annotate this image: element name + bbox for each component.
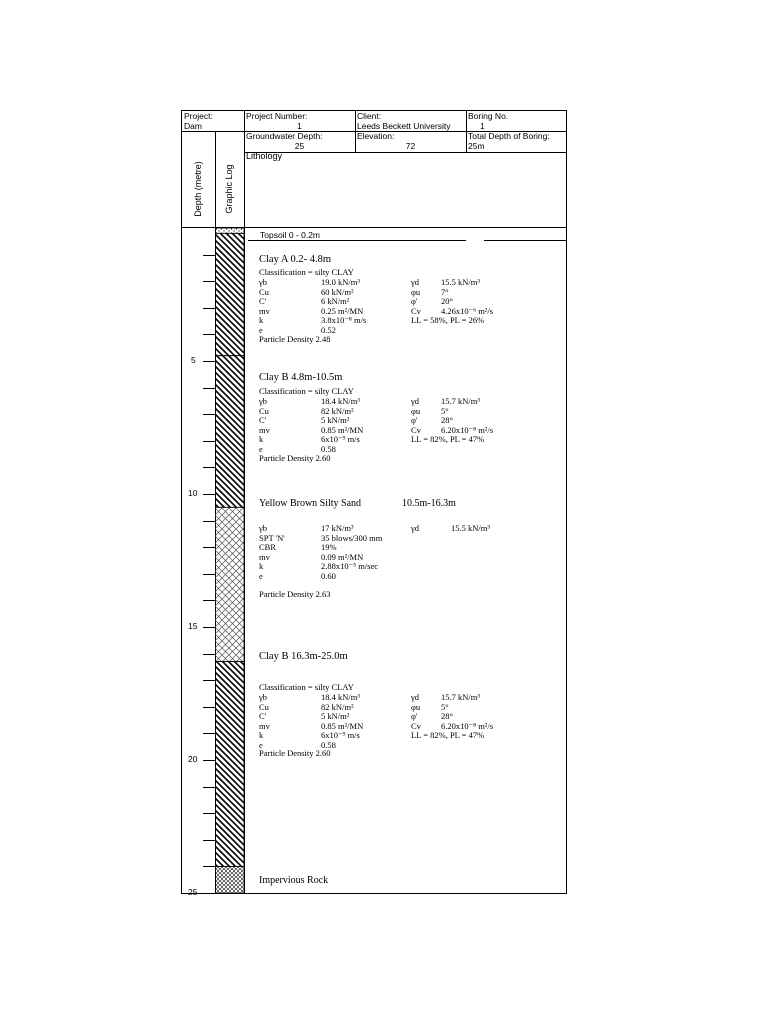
property-value: 15.5 kN/m³ — [451, 523, 490, 533]
depth-tick — [203, 308, 215, 309]
project-cell — [182, 111, 244, 132]
property-key: C' — [259, 296, 267, 306]
property-key: mv — [259, 424, 270, 435]
property-row — [411, 288, 531, 298]
property-value: 6x10⁻⁹ m/s — [321, 434, 360, 444]
property-value: 18.4 kN/m³ — [321, 396, 360, 406]
property-value: 3.8x10⁻⁸ m/s — [321, 315, 367, 325]
property-row — [411, 316, 531, 326]
property-value: 2.88x10⁻⁵ m/sec — [321, 561, 379, 571]
depth-tick — [203, 680, 215, 681]
depth-tick — [203, 866, 215, 867]
property-value: 0.58 — [321, 739, 336, 750]
property-value: 7° — [441, 286, 449, 297]
depth-tick — [203, 334, 215, 335]
clay-b2-properties-right — [411, 693, 531, 741]
clay-b1-density: Particle Density 2.60 — [259, 453, 331, 463]
property-value: 60 kN/m² — [321, 286, 354, 297]
property-value: 17 kN/m³ — [321, 523, 354, 533]
depth-label: 15 — [188, 621, 198, 631]
depth-label: 5 — [191, 355, 196, 365]
property-key: γd — [411, 396, 420, 406]
property-value: 18.4 kN/m³ — [321, 692, 360, 702]
elevation-cell — [355, 131, 466, 152]
property-key: Cv — [411, 720, 421, 731]
property-key: γd — [411, 277, 420, 287]
depth-tick — [203, 574, 215, 575]
property-value: 15.7 kN/m³ — [441, 396, 480, 406]
depth-label: 10 — [188, 488, 198, 498]
property-key: LL = 82%, PL = 47% — [411, 434, 485, 444]
property-value: 19.0 kN/m³ — [321, 277, 360, 287]
groundwater-label: Groundwater Depth: — [246, 131, 323, 141]
total-depth-cell — [466, 131, 566, 152]
depth-tick — [203, 813, 215, 814]
property-value: 4.26x10⁻⁶ m²/s — [441, 305, 494, 316]
property-value: 0.85 m²/MN — [321, 720, 364, 731]
depth-tick — [203, 707, 215, 708]
total-depth-value: 25m — [468, 140, 485, 151]
borehole-log-sheet — [181, 110, 567, 897]
property-key: C' — [259, 415, 267, 425]
elevation-label: Elevation: — [357, 131, 395, 141]
depth-tick — [203, 255, 215, 256]
clay-a-properties-right — [411, 278, 531, 326]
property-key: φ' — [411, 711, 418, 721]
boring-no-label: Boring No. — [468, 111, 509, 121]
sand-title: Yellow Brown Silty Sand — [259, 498, 362, 509]
property-key: Cu — [259, 405, 269, 416]
property-key: LL = 58%, PL = 26% — [411, 315, 485, 325]
property-key: φu — [411, 701, 421, 712]
clay-b2-properties-left — [259, 693, 411, 750]
clay-a-density: Particle Density 2.48 — [259, 334, 331, 344]
property-key: C' — [259, 711, 267, 721]
clay-b1-title: Clay B 4.8m-10.5m — [259, 372, 343, 383]
depth-tick — [203, 600, 215, 601]
rock-title: Impervious Rock — [259, 875, 329, 886]
depth-tick — [203, 840, 215, 841]
property-key: Cv — [411, 305, 421, 316]
property-key: SPT 'N' — [259, 532, 285, 543]
clay-b1-properties-left — [259, 397, 411, 454]
property-key: Cv — [411, 424, 421, 435]
property-key: e — [259, 443, 263, 454]
property-key: γd — [411, 523, 420, 533]
property-key: CBR — [259, 542, 277, 552]
property-value: 0.58 — [321, 443, 336, 454]
property-value: 0.25 m²/MN — [321, 305, 364, 316]
depth-tick — [203, 547, 215, 548]
depth-tick — [203, 467, 215, 468]
client-label: Client: — [357, 111, 382, 121]
property-key: e — [259, 324, 263, 335]
property-value: 6 kN/m² — [321, 296, 350, 306]
property-value: 15.5 kN/m³ — [441, 277, 480, 287]
property-row — [411, 703, 531, 713]
depth-tick — [203, 361, 215, 362]
property-value: 35 blows/300 mm — [321, 532, 383, 543]
sand-properties-left — [259, 524, 411, 581]
property-value: 6.20x10⁻⁸ m²/s — [441, 720, 494, 731]
depth-tick — [203, 627, 215, 628]
project-number-value: 1 — [297, 120, 302, 131]
property-value — [441, 316, 531, 326]
property-key: mv — [259, 305, 270, 316]
property-key: e — [259, 739, 263, 750]
property-value — [441, 435, 531, 445]
property-row — [411, 435, 531, 445]
property-value: 6.20x10⁻⁸ m²/s — [441, 424, 494, 435]
property-key: γb — [259, 523, 268, 533]
property-value: 20° — [441, 296, 453, 306]
groundwater-cell — [244, 131, 355, 152]
depth-column-title: Depth (metre) — [193, 161, 203, 217]
depth-tick — [203, 281, 215, 282]
lithology-panel — [244, 227, 566, 893]
property-key: mv — [259, 720, 270, 731]
property-value: 28° — [441, 415, 453, 425]
sand-density: Particle Density 2.63 — [259, 589, 331, 599]
property-row — [411, 524, 541, 534]
property-row — [411, 278, 531, 288]
property-key: γb — [259, 692, 268, 702]
property-key: φu — [411, 286, 421, 297]
graphic-log-column-title: Graphic Log — [224, 164, 234, 214]
property-key: k — [259, 315, 264, 325]
property-row — [411, 731, 531, 741]
topsoil-title: Topsoil 0 - 0.2m — [260, 230, 320, 240]
clay-b2-classification: Classification = silty CLAY — [259, 682, 354, 692]
clay-b1-properties-right — [411, 397, 531, 445]
property-value: 5 kN/m² — [321, 415, 350, 425]
property-value: 0.60 — [321, 570, 336, 581]
property-key: φu — [411, 405, 421, 416]
property-row — [259, 572, 411, 582]
total-depth-label: Total Depth of Boring: — [468, 131, 550, 141]
property-key: k — [259, 730, 264, 740]
property-key: γb — [259, 396, 268, 406]
property-value: 5° — [441, 405, 449, 416]
depth-tick — [203, 893, 215, 894]
property-row — [411, 397, 531, 407]
elevation-value: 72 — [405, 140, 416, 151]
property-key: k — [259, 561, 264, 571]
project-label: Project: — [184, 111, 213, 121]
clay-b1-classification: Classification = silty CLAY — [259, 386, 354, 396]
property-value: 5 kN/m² — [321, 711, 350, 721]
sand-range: 10.5m-16.3m — [402, 498, 456, 509]
groundwater-value: 25 — [294, 140, 305, 151]
depth-tick — [203, 787, 215, 788]
property-key: γd — [411, 692, 420, 702]
boring-no-cell — [466, 111, 566, 132]
clay-b2-title: Clay B 16.3m-25.0m — [259, 651, 348, 662]
depth-tick — [203, 441, 215, 442]
clay-a-title: Clay A 0.2- 4.8m — [259, 254, 332, 265]
property-key: e — [259, 570, 263, 581]
property-value: 82 kN/m² — [321, 701, 354, 712]
boring-no-value: 1 — [480, 120, 485, 131]
depth-axis — [182, 228, 244, 897]
property-value: 28° — [441, 711, 453, 721]
property-value: 15.7 kN/m³ — [441, 692, 480, 702]
property-value: 0.09 m²/MN — [321, 551, 364, 562]
property-key: Cu — [259, 286, 269, 297]
property-key: γb — [259, 277, 268, 287]
project-number-label: Project Number: — [246, 111, 308, 121]
property-key: mv — [259, 551, 270, 562]
depth-tick — [203, 521, 215, 522]
property-key: φ' — [411, 415, 418, 425]
property-value: 6x10⁻⁹ m/s — [321, 730, 360, 740]
depth-label: 25 — [188, 887, 198, 897]
property-value: 19% — [321, 542, 337, 552]
property-value: 0.85 m²/MN — [321, 424, 364, 435]
property-row — [411, 693, 531, 703]
sand-properties-right — [411, 524, 541, 534]
depth-tick — [203, 654, 215, 655]
project-value: Dam — [184, 120, 202, 131]
depth-label: 20 — [188, 754, 198, 764]
property-value: 5° — [441, 701, 449, 712]
property-value — [441, 731, 531, 741]
depth-tick — [203, 733, 215, 734]
depth-tick — [203, 494, 215, 495]
clay-a-classification: Classification = silty CLAY — [259, 267, 354, 277]
depth-tick — [203, 388, 215, 389]
depth-tick — [203, 760, 215, 761]
depth-tick — [203, 414, 215, 415]
property-value: 0.52 — [321, 324, 336, 335]
property-key: φ' — [411, 296, 418, 306]
client-cell — [355, 111, 466, 132]
property-value: 82 kN/m² — [321, 405, 354, 416]
lithology-column-title: Lithology — [246, 151, 283, 161]
property-row — [411, 407, 531, 417]
client-value: Leeds Beckett University — [357, 120, 451, 131]
clay-b2-density: Particle Density 2.60 — [259, 748, 331, 758]
project-number-cell — [244, 111, 355, 132]
clay-a-properties-left — [259, 278, 411, 335]
property-key: LL = 82%, PL = 47% — [411, 730, 485, 740]
property-key: k — [259, 434, 264, 444]
property-key: Cu — [259, 701, 269, 712]
